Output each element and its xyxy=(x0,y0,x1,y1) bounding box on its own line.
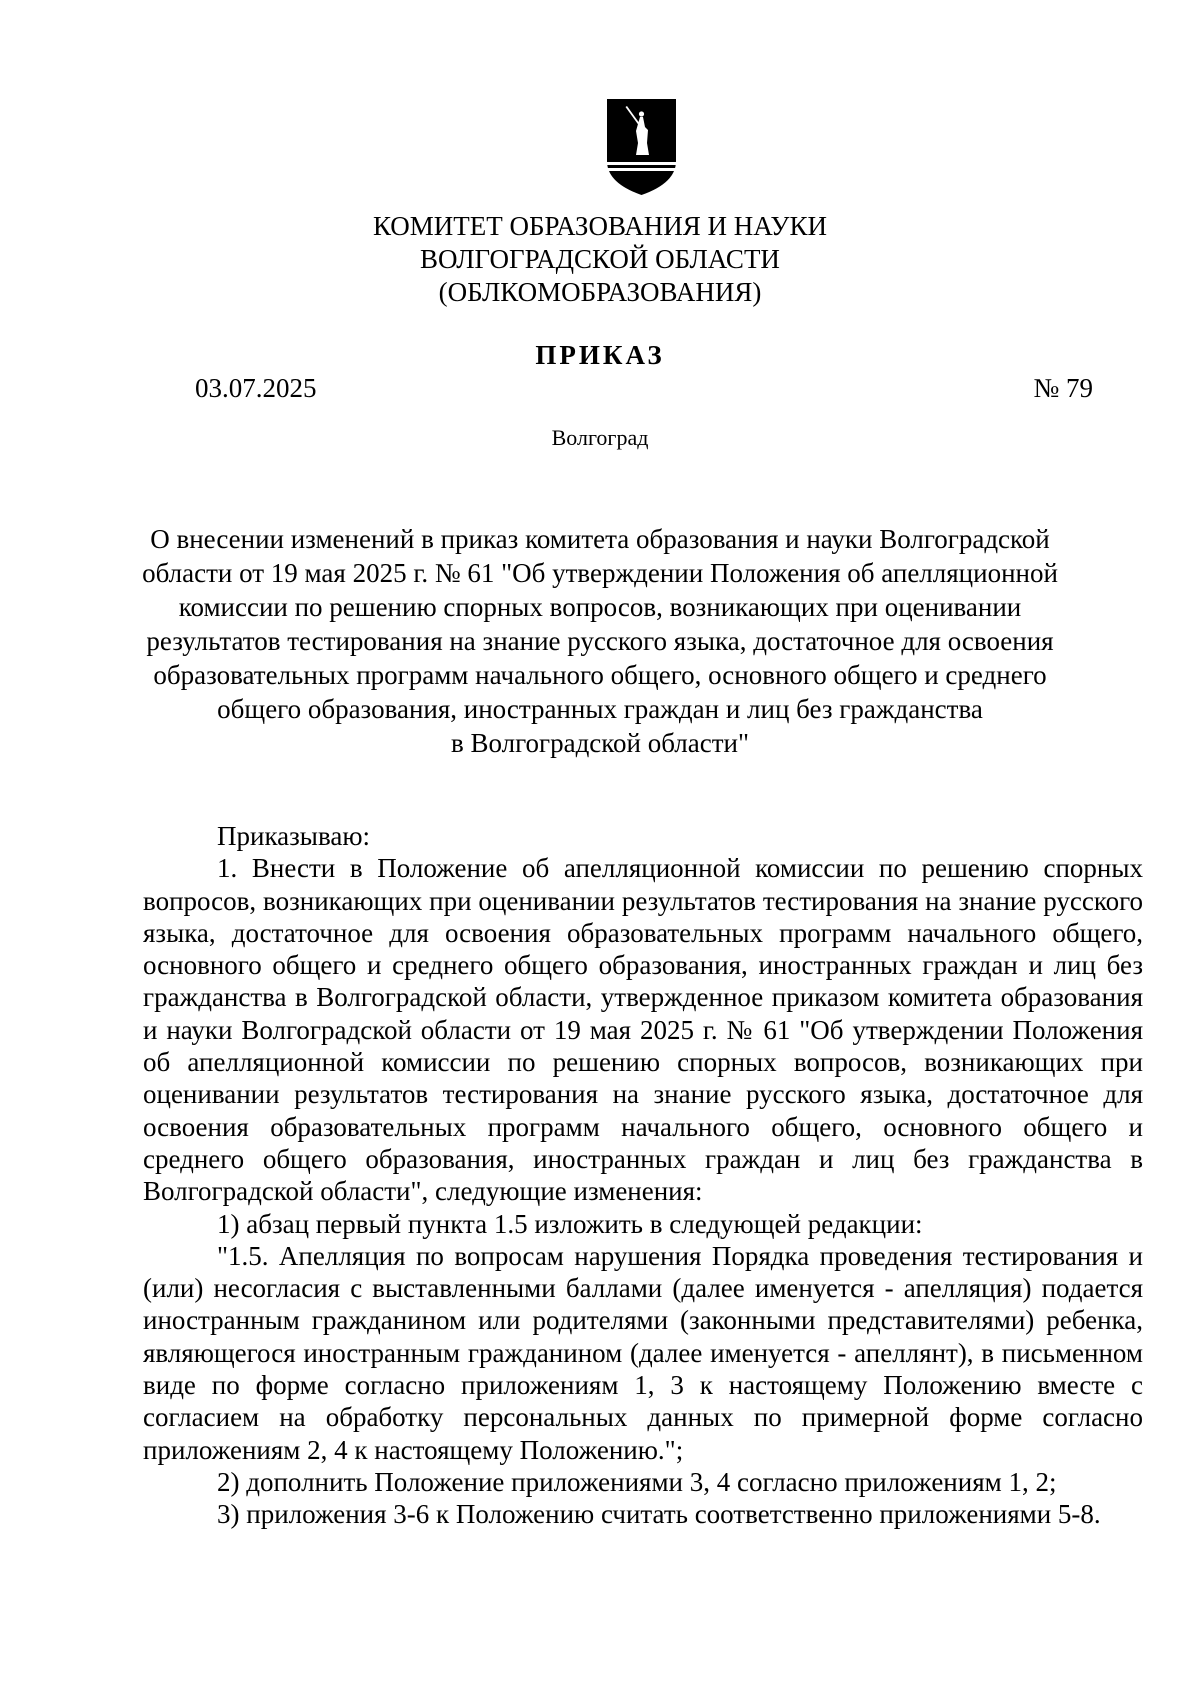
document-body xyxy=(143,820,1143,1531)
title-line: в Волгоградской области" xyxy=(450,728,750,758)
document-type: ПРИКАЗ xyxy=(535,340,665,370)
document-date: 03.07.2025 xyxy=(195,373,317,403)
org-line-3: (ОБЛКОМОБРАЗОВАНИЯ) xyxy=(438,277,762,307)
order-word: Приказываю: xyxy=(217,821,370,851)
title-line: результатов тестирования на знание русского языка, достаточное для освоения xyxy=(146,626,1054,656)
paragraph-4: 2) дополнить Положение приложениями 3, 4 согласно приложениям 1, 2; xyxy=(217,1466,1057,1497)
paragraph-2: 1) абзац первый пункта 1.5 изложить в следующей редакции: xyxy=(217,1208,923,1239)
title-line: комиссии по решению спорных вопросов, возникающих при оценивании xyxy=(178,592,1022,622)
organization-name xyxy=(0,210,1200,309)
paragraph-1: 1. Внести в Положение об апелляционной комиссии по решению спорных вопросов, возникающих при оценивании результатов тестирования на знание русского языка, достаточное для освоения образовательных программ начального общего, основного общего и среднего общего образования, иностранных граждан и лиц без гражданства в Волгоградской области, утвержденное приказом комитета образования и науки Волгоградской области от 19 мая 2025 г. № 61 "Об утверждении Положения об апелляционной комиссии по решению спорных вопросов, возникающих при оценивании результатов тестирования на знание русского языка, достаточное для освоения образовательных программ начального общего, основного общего и среднего общего образования, иностранных граждан и лиц без гражданства в Волгоградской области", следующие изменения: xyxy=(143,853,1143,1207)
paragraph-5: 3) приложения 3-6 к Положению считать соответственно приложениями 5-8. xyxy=(217,1499,1101,1530)
volgograd-coat-of-arms-icon xyxy=(603,97,680,197)
paragraph-3: "1.5. Апелляция по вопросам нарушения Порядка проведения тестирования и (или) несогласия с выставленными баллами (далее именуется - апелляция) подается иностранным гражданином или родителями (законными представителями) ребенка, являющегося иностранным гражданином (далее именуется - апеллянт), в письменном виде по форме согласно приложениям 1, 3 к настоящему Положению вместе с согласием на обработку персональных данных по примерной форме согласно приложениям 2, 4 к настоящему Положению."; xyxy=(143,1240,1143,1465)
title-line: О внесении изменений в приказ комитета образования и науки Волгоградской xyxy=(150,524,1050,554)
document-city: Волгоград xyxy=(551,425,649,450)
title-line: области от 19 мая 2025 г. № 61 "Об утверждении Положения об апелляционной xyxy=(142,558,1058,588)
document-number: № 79 xyxy=(1033,373,1093,403)
org-line-2: ВОЛГОГРАДСКОЙ ОБЛАСТИ xyxy=(420,244,780,274)
org-line-1: КОМИТЕТ ОБРАЗОВАНИЯ И НАУКИ xyxy=(372,211,828,241)
document-title xyxy=(0,522,1200,760)
title-line: общего образования, иностранных граждан и лиц без гражданства xyxy=(217,694,983,724)
title-line: образовательных программ начального общего, основного общего и среднего xyxy=(153,660,1047,690)
